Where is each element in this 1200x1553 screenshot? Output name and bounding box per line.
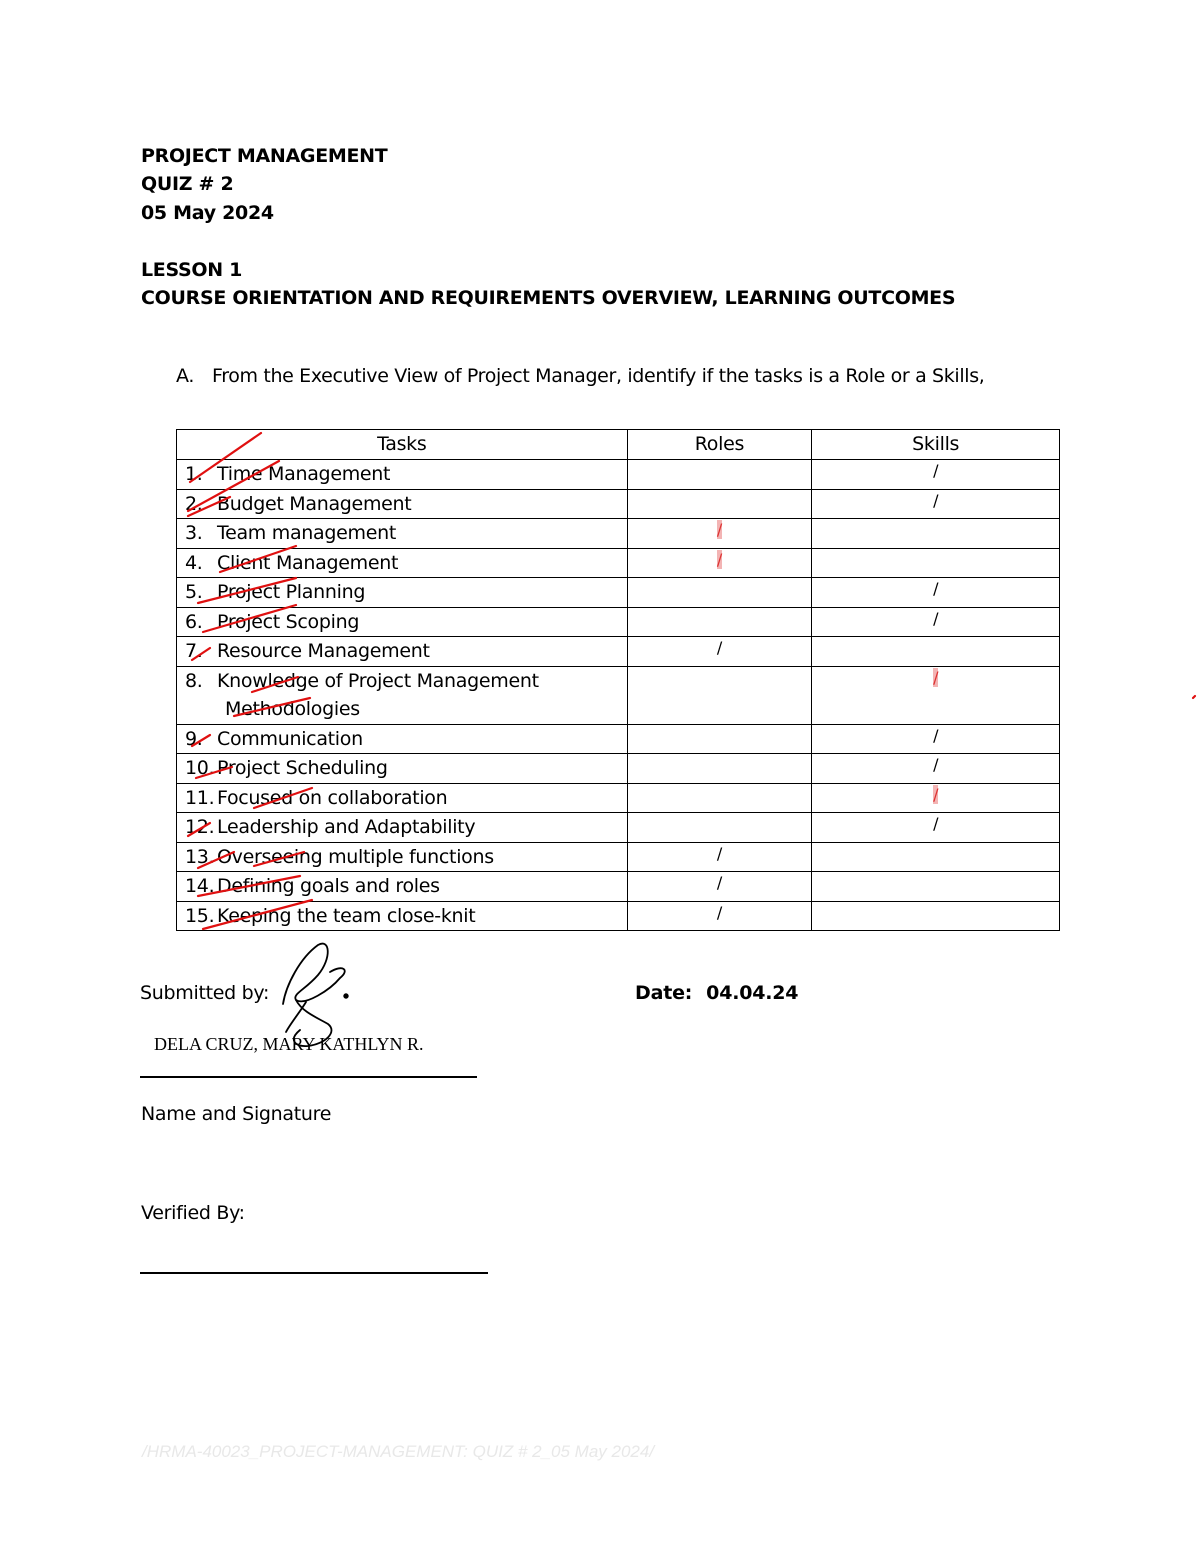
task-name: Project Planning [217, 581, 366, 603]
task-cell [177, 754, 628, 784]
table-row [177, 607, 1060, 637]
role-check [627, 666, 812, 724]
skill-check: / [812, 754, 1060, 784]
header-skills: Skills [812, 430, 1060, 460]
date-value: 04.04.24 [706, 982, 799, 1004]
task-name: Time Management [217, 463, 391, 485]
skill-check: / [812, 460, 1060, 490]
table-row [177, 754, 1060, 784]
role-check [627, 489, 812, 519]
table-row [177, 489, 1060, 519]
task-number: 15. [185, 904, 215, 927]
table-row [177, 724, 1060, 754]
task-cell [177, 460, 628, 490]
table-row [177, 548, 1060, 578]
skill-check [812, 548, 1060, 578]
task-cell [177, 637, 628, 667]
skill-check: / [812, 813, 1060, 843]
submitted-by-label: Submitted by: [140, 982, 270, 1004]
quiz-date: 05 May 2024 [141, 202, 274, 224]
skill-check [812, 842, 1060, 872]
task-name-continued: Methodologies [225, 698, 360, 720]
course-title: PROJECT MANAGEMENT [141, 145, 388, 167]
table-row [177, 666, 1060, 724]
role-check [627, 548, 812, 578]
role-check [627, 519, 812, 549]
task-number: 4. [185, 551, 203, 574]
skill-check [812, 637, 1060, 667]
task-number: 7. [185, 640, 203, 662]
instruction [176, 362, 984, 390]
task-number: 13. [185, 845, 215, 868]
header-roles: Roles [627, 430, 812, 460]
header-tasks: Tasks [177, 430, 628, 460]
task-name: Keeping the team close-knit [217, 904, 476, 927]
table-row [177, 637, 1060, 667]
table-row [177, 783, 1060, 813]
task-cell [177, 842, 628, 872]
task-name: Focused on collaboration [217, 786, 448, 809]
task-cell [177, 724, 628, 754]
role-check [627, 460, 812, 490]
student-name: DELA CRUZ, MARY KATHLYN R. [154, 1034, 424, 1054]
table-row [177, 519, 1060, 549]
task-name: Leadership and Adaptability [217, 816, 476, 838]
task-number: 14. [185, 875, 215, 897]
name-and-signature-label: Name and Signature [141, 1103, 332, 1125]
correction-stroke [1193, 696, 1195, 698]
role-check [627, 783, 812, 813]
red-mark: / [716, 520, 722, 539]
task-cell [177, 813, 628, 843]
task-number: 10. [185, 757, 215, 779]
task-cell [177, 519, 628, 549]
task-number: 11. [185, 786, 215, 809]
task-name: Knowledge of Project Management [217, 669, 539, 692]
skill-check [812, 901, 1060, 931]
skill-check: / [812, 489, 1060, 519]
skill-check [812, 519, 1060, 549]
task-cell [177, 548, 628, 578]
document-footer: /HRMA-40023_PROJECT-MANAGEMENT: QUIZ # 2_05 May 2024/ [142, 1442, 655, 1461]
role-check: / [627, 872, 812, 902]
red-mark: / [933, 667, 939, 687]
task-cell [177, 666, 628, 724]
instruction-text: From the Executive View of Project Manager, identify if the tasks is a Role or a Skills, [212, 365, 985, 387]
table-row [177, 901, 1060, 931]
task-number: 6. [185, 610, 203, 633]
task-name: Communication [217, 727, 363, 750]
verifier-signature-line [140, 1272, 488, 1274]
table-row [177, 872, 1060, 902]
task-number: 1. [185, 463, 203, 485]
table-row [177, 813, 1060, 843]
role-check [627, 724, 812, 754]
red-mark: / [933, 784, 939, 804]
role-check [627, 754, 812, 784]
signature-line [140, 1076, 477, 1078]
task-table [176, 429, 1060, 931]
role-check: / [627, 901, 812, 931]
submission-date [635, 982, 798, 1004]
skill-check: / [812, 724, 1060, 754]
verified-by-label: Verified By: [141, 1202, 245, 1224]
task-number: 5. [185, 581, 203, 603]
skill-check [812, 666, 1060, 724]
task-name: Project Scoping [217, 610, 360, 633]
task-name: Client Management [217, 551, 399, 574]
task-cell [177, 607, 628, 637]
task-cell [177, 872, 628, 902]
table-row [177, 460, 1060, 490]
task-number: 12. [185, 816, 215, 838]
task-name: Project Scheduling [217, 757, 388, 779]
role-check: / [627, 842, 812, 872]
table-row [177, 842, 1060, 872]
role-check: / [627, 637, 812, 667]
task-name: Overseeing multiple functions [217, 845, 494, 868]
task-name: Defining goals and roles [217, 875, 440, 897]
red-mark: / [716, 549, 722, 569]
skill-check: / [812, 607, 1060, 637]
quiz-number: QUIZ # 2 [141, 173, 234, 195]
skill-check: / [812, 578, 1060, 608]
role-check [627, 578, 812, 608]
task-number: 8. [185, 669, 203, 692]
lesson-number: LESSON 1 [141, 259, 243, 281]
role-check [627, 607, 812, 637]
table-body [177, 460, 1060, 931]
task-name: Budget Management [217, 492, 412, 515]
role-check [627, 813, 812, 843]
task-name: Team management [217, 522, 397, 544]
task-number: 3. [185, 522, 203, 544]
task-cell [177, 783, 628, 813]
date-label: Date: [635, 982, 693, 1004]
task-cell [177, 578, 628, 608]
table-row [177, 578, 1060, 608]
instruction-marker: A. [176, 365, 195, 387]
task-cell [177, 489, 628, 519]
task-name: Resource Management [217, 640, 430, 662]
table-header-row [177, 430, 1060, 460]
lesson-title: COURSE ORIENTATION AND REQUIREMENTS OVERVIEW, LEARNING OUTCOMES [141, 287, 956, 309]
task-cell [177, 901, 628, 931]
task-number: 9. [185, 727, 203, 750]
skill-check [812, 872, 1060, 902]
skill-check [812, 783, 1060, 813]
task-number: 2. [185, 492, 203, 515]
